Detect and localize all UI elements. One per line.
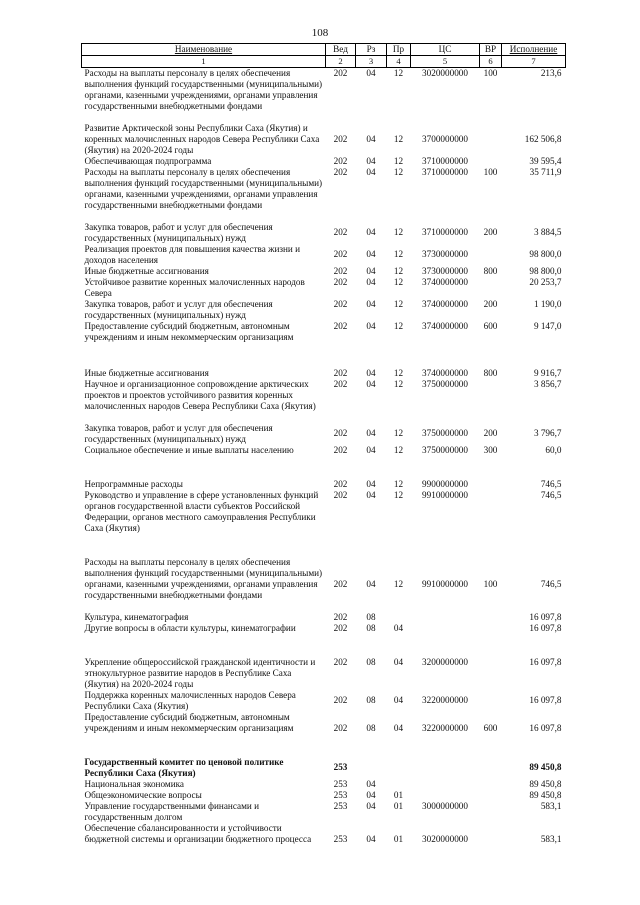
row-rz: 04 xyxy=(366,578,376,589)
row-amount: 89 450,8 xyxy=(529,789,562,800)
row-cs: 3020000000 xyxy=(422,833,468,844)
row-amount: 746,5 xyxy=(540,478,562,489)
row-amount: 98 800,0 xyxy=(529,249,562,259)
row-pr: 12 xyxy=(393,298,404,309)
row-rz: 04 xyxy=(366,833,376,844)
table-row xyxy=(82,244,566,266)
row-ved: 202 xyxy=(333,478,348,489)
row-pr: 04 xyxy=(393,656,404,667)
row-name: Непрограммные расходы xyxy=(84,478,183,489)
row-amount: 213,6 xyxy=(540,68,562,78)
table-row xyxy=(82,123,566,156)
row-name: Обеспечение сбалансированности и устойчивости бюджетной системы и организации бюджетного процесса xyxy=(84,822,312,844)
row-cs: 3750000000 xyxy=(422,444,468,455)
table-row xyxy=(82,321,566,356)
row-cs: 3710000000 xyxy=(422,166,468,177)
row-pr: 12 xyxy=(393,265,404,276)
table-row xyxy=(82,368,566,379)
table-row xyxy=(82,557,566,612)
index-4: 4 xyxy=(387,56,411,68)
table-row xyxy=(82,657,566,690)
row-amount: 39 595,4 xyxy=(529,155,562,166)
table-row xyxy=(82,156,566,167)
row-rz: 04 xyxy=(366,800,376,811)
table-row xyxy=(82,757,566,779)
row-ved: 202 xyxy=(333,611,348,622)
row-ved: 202 xyxy=(333,695,348,705)
row-pr: 12 xyxy=(393,378,404,389)
table-row xyxy=(82,490,566,545)
row-ved: 202 xyxy=(333,489,348,500)
header-vr: ВР xyxy=(480,44,502,56)
row-name: Расходы на выплаты персоналу в целях обеспечения выполнения функций государственными (муниципальными) органами, казенными учреждениями, органами управления государственными внебюджетными фондами xyxy=(84,68,323,111)
table-row xyxy=(82,68,566,123)
row-pr: 01 xyxy=(393,789,404,800)
row-amount: 3 856,7 xyxy=(533,378,562,389)
table-row xyxy=(82,266,566,277)
table-row xyxy=(82,445,566,467)
row-name: Управление государственными финансами и государственным долгом xyxy=(84,800,260,822)
row-rz: 08 xyxy=(366,695,376,705)
table-row xyxy=(82,801,566,823)
row-name: Общеэкономические вопросы xyxy=(84,789,202,800)
row-cs: 3740000000 xyxy=(422,320,468,331)
row-vr xyxy=(480,690,502,712)
row-name: Иные бюджетные ассигнования xyxy=(84,367,209,378)
row-amount: 746,5 xyxy=(540,489,562,500)
row-amount: 16 097,8 xyxy=(529,656,562,667)
page-number: 108 xyxy=(311,27,329,39)
index-6: 6 xyxy=(480,56,502,68)
row-rz: 04 xyxy=(366,227,376,237)
row-cs: 3020000000 xyxy=(422,68,468,78)
row-rz: 04 xyxy=(366,133,376,144)
row-vr: 200 xyxy=(483,227,498,237)
header-pr: Пр xyxy=(387,44,411,56)
row-cs xyxy=(411,612,480,623)
row-cs: 9910000000 xyxy=(422,489,468,500)
row-vr: 600 xyxy=(483,722,498,733)
index-5: 5 xyxy=(411,56,480,68)
row-ved: 253 xyxy=(333,778,348,789)
row-vr xyxy=(480,479,502,490)
row-vr: 100 xyxy=(483,68,498,78)
row-rz: 08 xyxy=(366,722,376,733)
row-ved: 202 xyxy=(333,656,348,667)
table-row xyxy=(82,779,566,790)
row-name: Закупка товаров, работ и услуг для обеспечения государственных (муниципальных) нужд xyxy=(84,422,273,444)
row-vr xyxy=(480,379,502,423)
row-ved: 202 xyxy=(333,320,348,331)
row-pr: 12 xyxy=(393,133,404,144)
table-row xyxy=(82,623,566,645)
row-name: Устойчивое развитие коренных малочисленных народов Севера xyxy=(84,276,305,298)
row-vr: 100 xyxy=(483,166,498,177)
row-cs: 3730000000 xyxy=(422,249,468,259)
row-cs: 3200000000 xyxy=(422,656,468,667)
header-name: Наименование xyxy=(82,44,326,56)
row-rz xyxy=(356,757,387,779)
row-ved: 202 xyxy=(333,298,348,309)
row-cs: 3750000000 xyxy=(422,428,468,438)
row-name: Научное и организационное сопровождение арктических проектов и проектов устойчивого развития коренных малочисленных народов Севера Республики Саха (Якутия) xyxy=(84,378,316,411)
row-name: Реализация проектов для повышения качества жизни и доходов населения xyxy=(84,243,301,265)
spacer-cell xyxy=(82,545,566,557)
row-amount: 1 190,0 xyxy=(533,298,562,309)
row-pr xyxy=(387,757,411,779)
row-amount: 16 097,8 xyxy=(529,695,562,705)
row-vr: 800 xyxy=(483,367,498,378)
table-row xyxy=(82,690,566,712)
row-rz: 04 xyxy=(366,249,376,259)
row-amount: 9 147,0 xyxy=(533,320,562,331)
row-amount: 89 450,8 xyxy=(529,762,562,772)
row-spacer xyxy=(82,545,566,557)
row-spacer xyxy=(82,745,566,757)
table-row xyxy=(82,299,566,321)
row-vr xyxy=(480,657,502,690)
row-pr: 01 xyxy=(393,833,404,844)
row-amount: 89 450,8 xyxy=(529,778,562,789)
table-row xyxy=(82,479,566,490)
table-row xyxy=(82,823,566,856)
row-cs: 3000000000 xyxy=(422,800,468,811)
row-cs: 3740000000 xyxy=(422,298,468,309)
table-row xyxy=(82,790,566,801)
index-7: 7 xyxy=(502,56,566,68)
row-amount: 9 916,7 xyxy=(533,367,562,378)
row-ved: 202 xyxy=(333,722,348,733)
row-cs xyxy=(411,790,480,801)
row-pr: 12 xyxy=(393,320,404,331)
row-pr: 12 xyxy=(393,68,404,78)
row-cs: 3740000000 xyxy=(422,276,468,287)
row-amount: 3 796,7 xyxy=(533,428,562,438)
row-ved: 202 xyxy=(333,276,348,287)
row-ved: 202 xyxy=(333,578,348,589)
row-name: Другие вопросы в области культуры, кинематографии xyxy=(84,622,296,633)
row-amount: 60,0 xyxy=(545,444,562,455)
row-name: Обеспечивающая подпрограмма xyxy=(84,155,212,166)
header-cs: ЦС xyxy=(411,44,480,56)
row-ved: 202 xyxy=(333,249,348,259)
row-vr: 200 xyxy=(483,298,498,309)
table-index-row xyxy=(82,56,566,68)
row-pr: 01 xyxy=(393,800,404,811)
row-name: Расходы на выплаты персоналу в целях обеспечения выполнения функций государственными (муниципальными) органами, казенными учреждениями, органами управления государственными внебюджетными фондами xyxy=(84,166,323,210)
row-cs: 9910000000 xyxy=(422,578,468,589)
row-name: Национальная экономика xyxy=(84,778,185,789)
row-vr xyxy=(480,612,502,623)
row-rz: 04 xyxy=(366,265,376,276)
row-pr: 04 xyxy=(393,622,404,633)
row-amount: 16 097,8 xyxy=(529,622,562,633)
row-ved: 202 xyxy=(333,265,348,276)
row-pr: 12 xyxy=(393,367,404,378)
row-amount: 583,1 xyxy=(540,800,562,811)
row-name: Предоставление субсидий бюджетным, автономным учреждениям и иным некоммерческим организациям xyxy=(84,320,294,342)
row-ved: 202 xyxy=(333,378,348,389)
spacer-cell xyxy=(82,745,566,757)
budget-table xyxy=(81,43,566,856)
row-ved: 202 xyxy=(333,428,348,438)
row-pr: 04 xyxy=(393,722,404,733)
row-cs xyxy=(411,623,480,645)
row-vr: 100 xyxy=(483,578,498,589)
row-amount: 162 506,8 xyxy=(524,133,562,144)
row-cs xyxy=(411,757,480,779)
row-pr: 12 xyxy=(393,478,404,489)
row-cs xyxy=(411,779,480,790)
table-row xyxy=(82,712,566,745)
row-name: Социальное обеспечение и иные выплаты населению xyxy=(84,444,294,455)
row-rz: 04 xyxy=(366,789,376,800)
row-vr: 200 xyxy=(483,428,498,438)
row-ved: 202 xyxy=(333,133,348,144)
row-rz: 04 xyxy=(366,155,376,166)
row-amount: 98 800,0 xyxy=(529,265,562,276)
row-name: Иные бюджетные ассигнования xyxy=(84,265,209,276)
table-row xyxy=(82,167,566,222)
row-cs: 3220000000 xyxy=(422,695,468,705)
spacer-cell xyxy=(82,467,566,479)
index-3: 3 xyxy=(356,56,387,68)
row-rz: 04 xyxy=(366,428,376,438)
row-vr xyxy=(480,123,502,156)
row-rz: 04 xyxy=(366,320,376,331)
row-vr xyxy=(480,823,502,856)
header-rz: Рз xyxy=(356,44,387,56)
row-ved: 253 xyxy=(333,800,348,811)
row-ved: 253 xyxy=(333,789,348,800)
spacer-cell xyxy=(82,645,566,657)
row-name: Предоставление субсидий бюджетным, автономным учреждениям и иным некоммерческим организациям xyxy=(84,711,294,733)
row-name: Государственный комитет по ценовой политике Республики Саха (Якутия) xyxy=(84,756,284,778)
table-row xyxy=(82,423,566,445)
row-vr xyxy=(480,156,502,167)
row-amount: 35 711,9 xyxy=(529,166,562,177)
row-amount: 16 097,8 xyxy=(529,611,562,622)
row-vr xyxy=(480,277,502,299)
row-amount: 3 884,5 xyxy=(533,227,562,237)
row-rz: 04 xyxy=(366,68,376,78)
row-pr xyxy=(387,612,411,623)
row-rz: 04 xyxy=(366,478,376,489)
row-pr: 12 xyxy=(393,166,404,177)
row-vr: 800 xyxy=(483,265,498,276)
row-vr: 600 xyxy=(483,320,498,331)
row-amount: 583,1 xyxy=(540,833,562,844)
row-rz: 04 xyxy=(366,489,376,500)
row-spacer xyxy=(82,467,566,479)
row-vr xyxy=(480,490,502,545)
row-cs: 3710000000 xyxy=(422,227,468,237)
row-pr: 12 xyxy=(393,276,404,287)
row-vr xyxy=(480,790,502,801)
row-spacer xyxy=(82,645,566,657)
row-rz: 04 xyxy=(366,778,376,789)
row-rz: 04 xyxy=(366,378,376,389)
row-rz: 04 xyxy=(366,367,376,378)
row-ved: 202 xyxy=(333,444,348,455)
header-amount: Исполнение xyxy=(502,44,566,56)
spacer-cell xyxy=(82,356,566,368)
row-pr: 12 xyxy=(393,578,404,589)
row-ved: 253 xyxy=(333,833,348,844)
row-rz: 08 xyxy=(366,656,376,667)
row-pr xyxy=(387,779,411,790)
index-1: 1 xyxy=(82,56,326,68)
index-2: 2 xyxy=(326,56,356,68)
row-vr xyxy=(480,757,502,779)
row-ved: 253 xyxy=(333,762,348,772)
row-amount: 746,5 xyxy=(540,578,562,589)
row-rz: 04 xyxy=(366,444,376,455)
row-amount: 20 253,7 xyxy=(529,276,562,287)
header-ved: Вед xyxy=(326,44,356,56)
row-cs: 3220000000 xyxy=(422,722,468,733)
row-amount: 16 097,8 xyxy=(529,722,562,733)
table-row xyxy=(82,222,566,244)
row-pr: 12 xyxy=(393,444,404,455)
row-ved: 202 xyxy=(333,166,348,177)
row-name: Поддержка коренных малочисленных народов Севера Республики Саха (Якутия) xyxy=(84,689,296,711)
row-rz: 04 xyxy=(366,298,376,309)
row-cs: 3710000000 xyxy=(422,155,468,166)
row-pr: 12 xyxy=(393,249,404,259)
row-ved: 202 xyxy=(333,68,348,78)
row-vr xyxy=(480,244,502,266)
row-ved: 202 xyxy=(333,227,348,237)
row-cs: 3700000000 xyxy=(422,133,468,144)
row-cs: 3730000000 xyxy=(422,265,468,276)
row-rz: 08 xyxy=(366,622,376,633)
row-name: Культура, кинематография xyxy=(84,611,189,622)
row-cs: 9900000000 xyxy=(422,478,468,489)
row-rz: 08 xyxy=(366,611,376,622)
row-ved: 202 xyxy=(333,155,348,166)
row-pr: 12 xyxy=(393,489,404,500)
row-pr: 04 xyxy=(393,695,404,705)
row-vr xyxy=(480,623,502,645)
table-row xyxy=(82,277,566,299)
row-pr: 12 xyxy=(393,428,404,438)
row-name: Укрепление общероссийской гражданской идентичности и этнокультурное развитие народов в Республике Саха (Якутия) на 2020-2024 годы xyxy=(84,656,316,689)
row-name: Закупка товаров, работ и услуг для обеспечения государственных (муниципальных) нужд xyxy=(84,298,273,320)
row-rz: 04 xyxy=(366,166,376,177)
row-name: Развитие Арктической зоны Республики Саха (Якутия) и коренных малочисленных народов Севера Республики Саха (Якутия) на 2020-2024 годы xyxy=(84,122,320,155)
table-body xyxy=(82,68,566,856)
row-vr: 300 xyxy=(483,444,498,455)
table-row xyxy=(82,379,566,423)
row-spacer xyxy=(82,356,566,368)
row-rz: 04 xyxy=(366,276,376,287)
row-name: Руководство и управление в сфере установленных функций органов государственной власти субъектов Российской Федерации, органов местного самоуправления Республики Саха (Якутия) xyxy=(84,489,319,533)
row-cs: 3740000000 xyxy=(422,367,468,378)
row-vr xyxy=(480,801,502,823)
table-header-row xyxy=(82,44,566,56)
row-pr: 12 xyxy=(393,227,404,237)
table-row xyxy=(82,612,566,623)
row-pr: 12 xyxy=(393,155,404,166)
row-cs: 3750000000 xyxy=(422,378,468,389)
row-name: Закупка товаров, работ и услуг для обеспечения государственных (муниципальных) нужд xyxy=(84,221,273,243)
row-name: Расходы на выплаты персоналу в целях обеспечения выполнения функций государственными (муниципальными) органами, казенными учреждениями, органами управления государственными внебюджетными фондами xyxy=(84,556,323,600)
row-vr xyxy=(480,779,502,790)
row-ved: 202 xyxy=(333,367,348,378)
row-ved: 202 xyxy=(333,622,348,633)
